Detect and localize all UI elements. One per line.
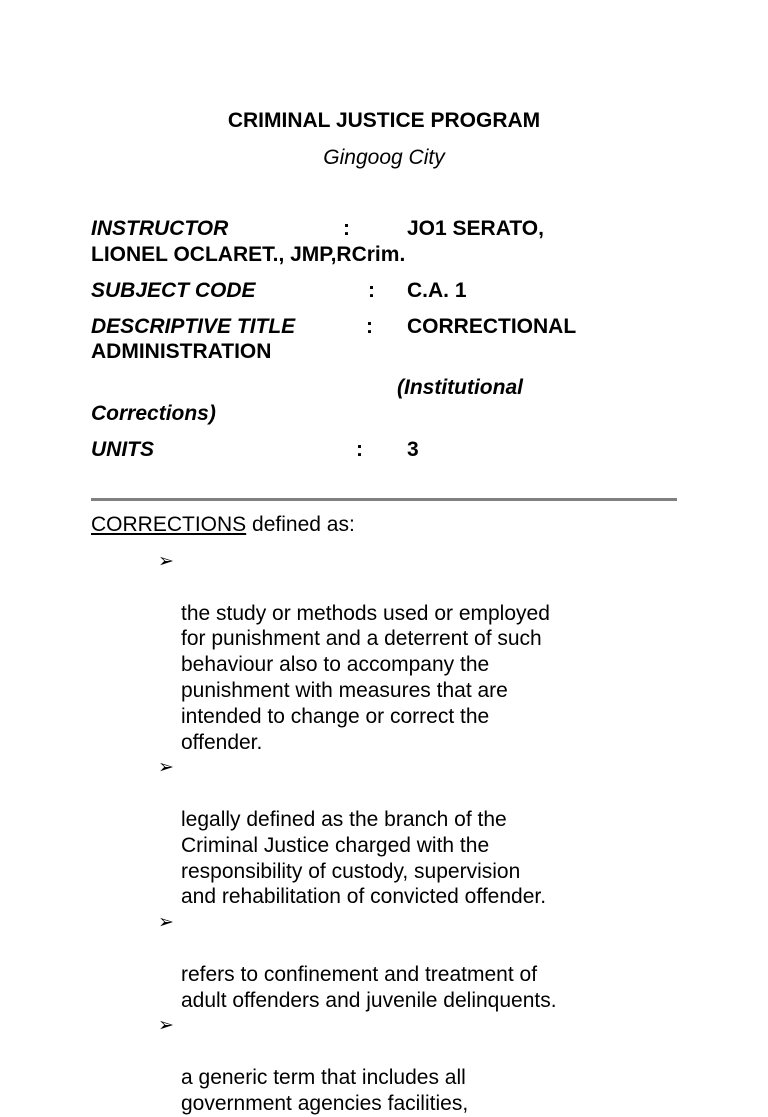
descriptive-title-subtitle-continued: Corrections) [91,402,216,425]
instructor-colon: : [343,217,350,240]
list-item-text: refers to confinement and treatment of adult offenders and juvenile delinquents. [181,962,557,1012]
list-item-text: the study or methods used or employed for punishment and a deterrent of such behaviour also to accompany the punishment with measures that are intended to change or correct the offender. [181,601,550,754]
definition-term: CORRECTIONS [91,513,247,536]
subject-code-label: SUBJECT CODE [91,279,256,302]
section-divider [91,498,677,501]
descriptive-title-colon: : [366,315,373,338]
arrow-bullet-icon: ➢ [158,756,174,779]
definition-list [158,549,698,1117]
list-item [158,1013,698,1116]
subject-code-value: C.A. 1 [407,279,467,302]
units-colon: : [356,438,363,461]
list-item [158,755,698,910]
list-item-text: legally defined as the branch of the Criminal Justice charged with the responsibility of custody, supervision and rehabilitation of convicted offender. [181,807,547,909]
subject-code-colon: : [368,279,375,302]
document-title: CRIMINAL JUSTICE PROGRAM [227,109,541,132]
descriptive-title-value-continued: ADMINISTRATION [91,340,272,363]
definition-intro [91,513,355,537]
arrow-bullet-icon: ➢ [158,911,174,934]
list-item [158,910,698,1013]
instructor-value-continued: LIONEL OCLARET., JMP,RCrim. [91,243,406,266]
arrow-bullet-icon: ➢ [158,1014,174,1037]
units-label: UNITS [91,438,154,461]
instructor-value: JO1 SERATO, [407,217,544,240]
list-item [158,549,698,755]
descriptive-title-value: CORRECTIONAL [407,315,577,338]
descriptive-title-subtitle: (Institutional [397,376,523,399]
document-subtitle: Gingoog City [323,146,445,169]
list-item-text: a generic term that includes all government agencies facilities, [181,1065,469,1115]
descriptive-title-label: DESCRIPTIVE TITLE [91,315,296,338]
definition-intro-suffix: defined as: [252,513,355,536]
units-value: 3 [407,438,419,461]
arrow-bullet-icon: ➢ [158,550,174,572]
instructor-label: INSTRUCTOR [91,217,229,240]
